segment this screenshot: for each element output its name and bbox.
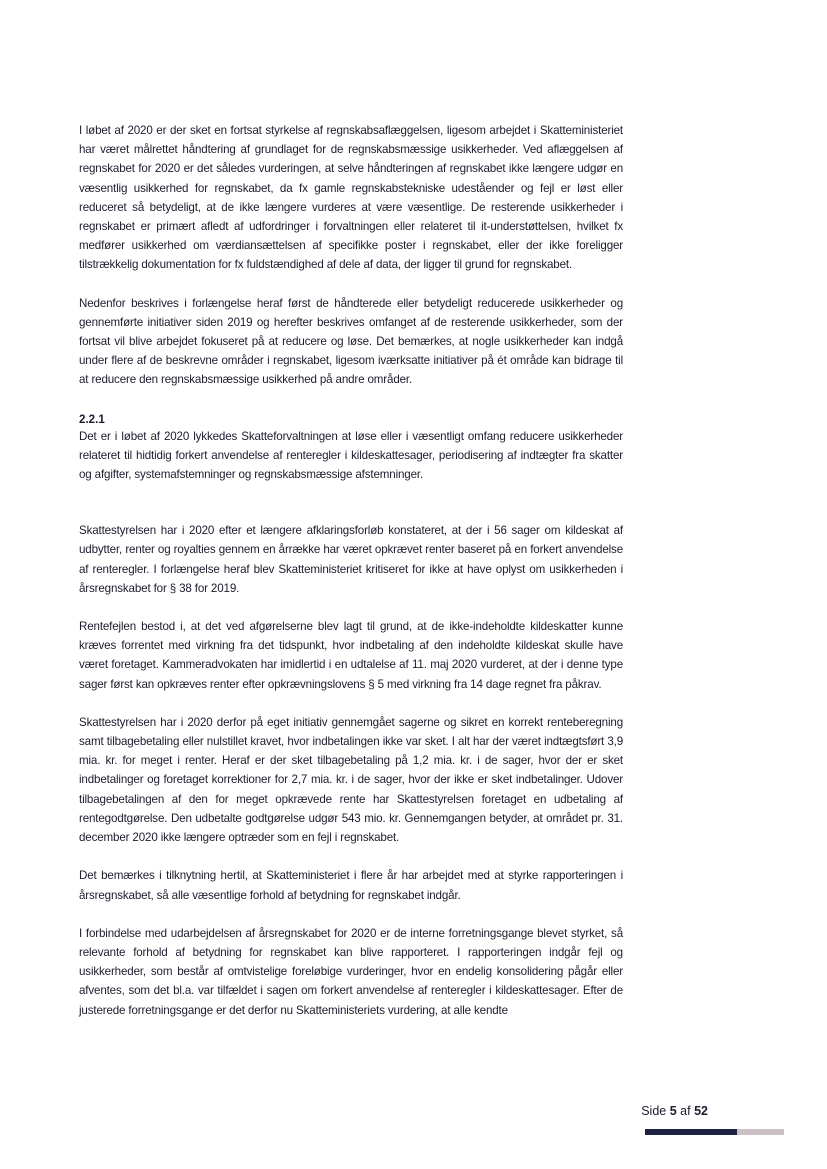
page-of: af <box>680 1104 691 1118</box>
page-number <box>641 1104 708 1118</box>
paragraph-7: Det bemærkes i tilknytning hertil, at Skatteministeriet i flere år har arbejdet med at styrke rapporteringen i årsregnskabet, så alle væsentlige forhold af betydning for regnskabet indgår. <box>79 869 623 902</box>
paragraph-4: Skattestyrelsen har i 2020 efter et længere afklaringsforløb konstateret, at der i 56 sager om kildeskat af udbytter, renter og royalties gennem en årrække har været opkrævet renter baseret på en forkert anvendelse af renteregler. I forlængelse heraf blev Skatteministeriet kritiseret for ikke at have oplyst om usikkerheden i årsregnskabet for § 38 for 2019. <box>79 524 623 595</box>
paragraph-5: Rentefejlen bestod i, at det ved afgørelserne blev lagt til grund, at de ikke-indeholdte kildeskatter kunne kræves forrentet med virkning fra det tidspunkt, hvor indbetaling af den indeholdte kildeskat skulle have været foretaget. Kammeradvokaten har imidlertid i en udtalelse af 11. maj 2020 vurderet, at der i denne type sager først kan opkræves renter efter opkrævningslovens § 5 med virkning fra 14 dage regnet fra påkrav. <box>79 620 623 691</box>
page-prefix: Side <box>641 1104 667 1118</box>
paragraph-2: Nedenfor beskrives i forlængelse heraf først de håndterede eller betydeligt reducerede usikkerheder og gennemførte initiativer siden 2019 og herefter beskrives omfanget af de resterende usikkerheder, som der fortsat vil blive arbejdet fokuseret på at reducere og løse. Det bemærkes, at nogle usikkerheder kan indgå under flere af de beskrevne områder i regnskabet, ligesom iværksatte initiativer på ét område kan bidrage til at reducere den regnskabsmæssige usikkerhed på andre områder. <box>79 296 623 387</box>
total-pages: 52 <box>694 1104 708 1118</box>
paragraph-6: Skattestyrelsen har i 2020 derfor på eget initiativ gennemgået sagerne og sikret en korrekt renteberegning samt tilbagebetaling eller nulstillet kravet, hvor indbetalingen ikke var sket. I alt har der været indtægtsført 3,9 mia. kr. for meget i renter. Heraf er der sket tilbagebetaling på 1,2 mia. kr. i de sager, hvor der er sket indbetalinger og foretaget korrektioner for 2,7 mia. kr. i de sager, hvor der ikke er sket indbetalinger. Udover tilbagebetalingen af den for meget opkrævede rente har Skattestyrelsen foretaget en udbetaling af rentegodtgørelse. Den udbetalte godtgørelse udgør 543 mio. kr. Gennemgangen betyder, at området pr. 31. december 2020 ikke længere optræder som en fejl i regnskabet. <box>79 715 623 845</box>
paragraph-1: I løbet af 2020 er der sket en fortsat styrkelse af regnskabsaflæggelsen, ligesom arbejdet i Skatteministeriet har været målrettet håndtering af grundlaget for de regnskabsmæssige usikkerheder. Ved aflæggelsen af regnskabet for 2020 er det således vurderingen, at selve håndteringen af regnskabet ikke længere udgør en væsentlig usikkerhed for regnskabet, da fx gamle regnskabstekniske udeståender og fejl er løst eller reduceret så betydeligt, at de ikke længere vurderes at være væsentlige. De resterende usikkerheder i regnskabet er primært afledt af udfordringer i forvaltningen eller relateret til it-understøttelsen, hvilket fx medfører usikkerhed om værdiansættelsen af specifikke poster i regnskabet, eller der ikke foreligger tilstrækkelig dokumentation for fx fuldstændighed af dele af data, der ligger til grund for regnskabet. <box>79 124 623 272</box>
current-page: 5 <box>669 1104 677 1118</box>
footer-bar-dark-2 <box>691 1129 737 1135</box>
page-body <box>79 121 623 1020</box>
paragraph-3: Det er i løbet af 2020 lykkedes Skatteforvaltningen at løse eller i væsentligt omfang reducere usikkerheder relateret til hidtidig forkert anvendelse af renteregler i kildeskattesager, periodisering af indtægter fra skatter og afgifter, systemafstemninger og regnskabsmæssige afstemninger. <box>79 429 623 482</box>
footer-bar-dark-1 <box>645 1129 691 1135</box>
paragraph-8: I forbindelse med udarbejdelsen af årsregnskabet for 2020 er de interne forretningsgange blevet styrket, så relevante forhold af betydning for regnskabet kan blive rapporteret. I rapporteringen indgår fejl og usikkerheder, som består af omtvistelige foreløbige vurderinger, hvor en endelig konsolidering pågår eller afventes, som det bl.a. var tilfældet i sagen om forkert anvendelse af renteregler i kildeskattesager. Efter de justerede forretningsgange er det derfor nu Skatteministeriets vurdering, at alle kendte <box>79 926 623 1017</box>
footer-bar-light <box>737 1129 784 1135</box>
section-number: 2.2.1 <box>79 412 105 426</box>
